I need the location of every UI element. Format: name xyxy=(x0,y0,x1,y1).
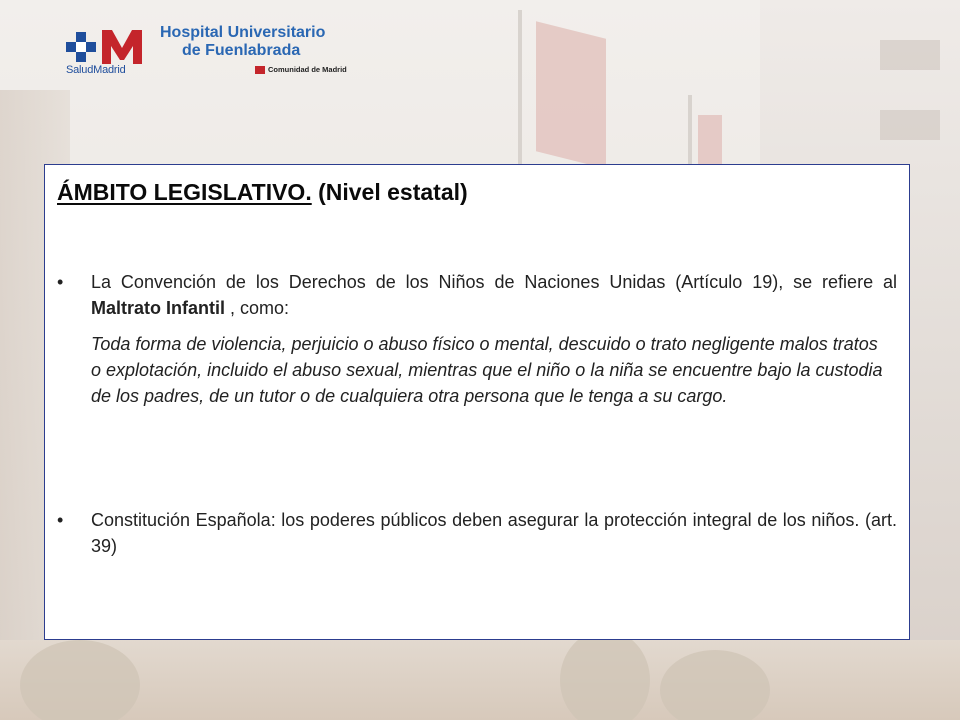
background-tree xyxy=(660,650,770,720)
comunidad-de-madrid-label xyxy=(255,65,347,74)
hospital-name-line1: Hospital Universitario xyxy=(160,24,326,41)
background-window xyxy=(880,110,940,140)
bullet-item-convencion xyxy=(57,269,897,329)
bullet-marker: • xyxy=(57,510,64,530)
bullet-item-constitucion xyxy=(57,507,897,567)
salud-madrid-logo-icon xyxy=(62,26,148,68)
definition-quote: Toda forma de violencia, perjuicio o abuso físico o mental, descuido o trato negligente malos tratos o explotación, incluido el abuso sexual, mientras que el niño o la niña se encuentre bajo la custodia de los padres, de un tutor o de cualquiera otra persona que le tenga a su cargo. xyxy=(91,334,883,406)
bullet1-bold: Maltrato Infantil xyxy=(91,298,225,318)
background-ground xyxy=(0,640,960,720)
background-flag xyxy=(536,21,606,168)
title-underlined: ÁMBITO LEGISLATIVO. xyxy=(57,179,312,205)
bullet-text: Constitución Española: los poderes públicos deben asegurar la protección integral de los niños. (art. 39) xyxy=(91,510,897,556)
background-flag-pole xyxy=(518,10,522,170)
background-flag xyxy=(698,115,722,165)
background-flag-pole xyxy=(688,95,692,175)
hospital-name-line2: de Fuenlabrada xyxy=(182,42,301,59)
title-rest: (Nivel estatal) xyxy=(311,179,468,205)
bullet-marker: • xyxy=(57,272,64,292)
comunidad-madrid-flag-icon xyxy=(255,66,265,74)
content-panel xyxy=(44,164,910,640)
background-tree xyxy=(560,630,650,720)
comunidad-text: Comunidad de Madrid xyxy=(268,65,347,74)
slide-title xyxy=(57,179,468,206)
bullet1-text-after: , como: xyxy=(225,298,290,318)
hospital-logo xyxy=(62,22,372,80)
background-tree xyxy=(20,640,140,720)
background-window xyxy=(880,40,940,70)
bullet-text xyxy=(91,269,897,321)
salud-madrid-label: SaludMadrid xyxy=(66,64,126,76)
bullet1-text-before: La Convención de los Derechos de los Niños de Naciones Unidas (Artículo 19), se refiere al xyxy=(91,272,897,292)
